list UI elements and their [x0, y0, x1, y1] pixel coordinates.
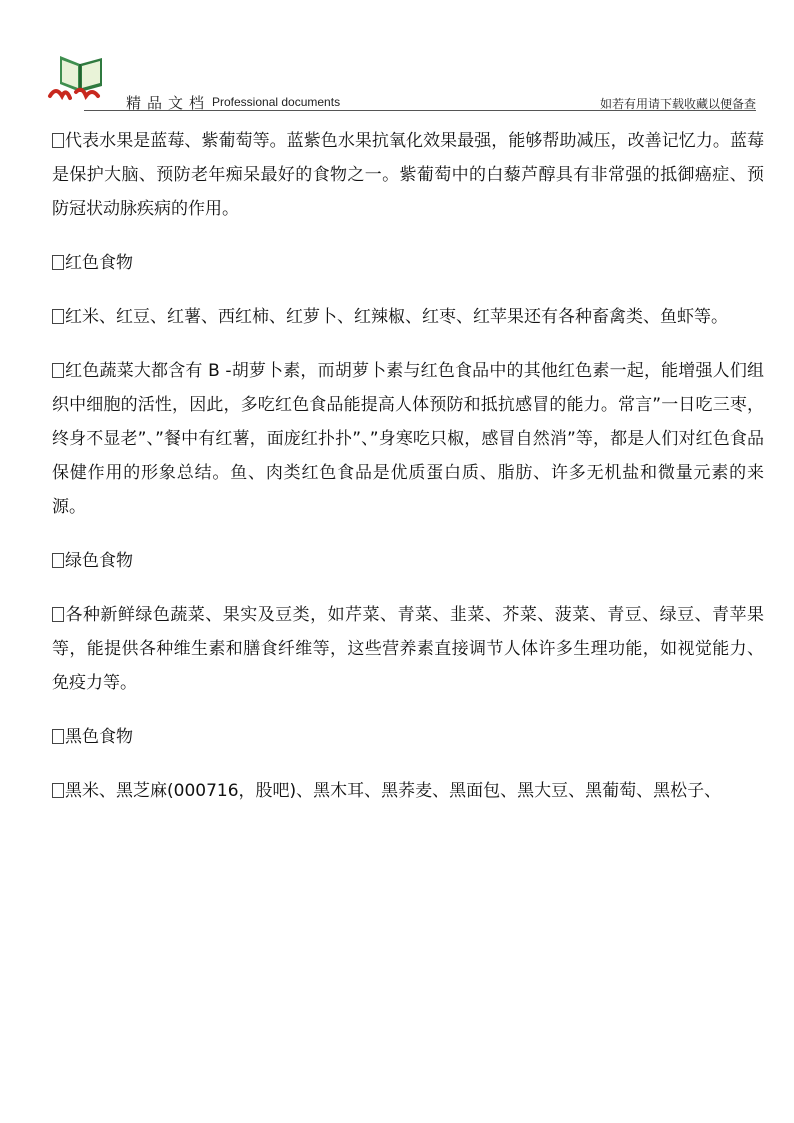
paragraph-red-food-list: 红米、红豆、红薯、西红柿、红萝卜、红辣椒、红枣、红苹果还有各种畜禽类、鱼虾等。 [52, 300, 764, 334]
paragraph-green-food-benefits: 各种新鲜绿色蔬菜、果实及豆类，如芹菜、青菜、韭菜、芥菜、菠菜、青豆、绿豆、青苹果等，能提供各种维生素和膳食纤维等，这些营养素直接调节人体许多生理功能，如视觉能力、免疫力等。 [52, 605, 764, 693]
header-divider [84, 110, 756, 111]
checkbox-glyph-icon [52, 553, 64, 568]
checkbox-glyph-icon [52, 133, 64, 148]
checkbox-glyph-icon [52, 729, 64, 744]
heading-red-foods: 红色食物 [52, 246, 764, 280]
checkbox-glyph-icon [52, 255, 64, 270]
checkbox-glyph-icon [52, 607, 64, 622]
page-header [40, 48, 756, 112]
paragraph-black-food-list: 黑米、黑芝麻(000716，股吧)、黑木耳、黑荞麦、黑面包、黑大豆、黑葡萄、黑松子、 [52, 774, 764, 808]
paragraph-red-food-benefits: 红色蔬菜大都含有 B -胡萝卜素，而胡萝卜素与红色食品中的其他红色素一起，能增强人们组织中细胞的活性，因此，多吃红色食品能提高人体预防和抵抗感冒的能力。常言”一日吃三枣，终身不显老”、”餐中有红薯，面庞红扑扑”、”身寒吃只椒，感冒自然消”等，都是人们对红色食品保健作用的形象总结。鱼、肉类红色食品是优质蛋白质、脂肪、许多无机盐和微量元素的来源。 [52, 361, 764, 517]
header-subtitle: Professional documents [212, 95, 341, 109]
checkbox-glyph-icon [52, 783, 64, 798]
book-logo-icon [46, 52, 110, 108]
document-body [52, 124, 764, 808]
header-note: 如若有用请下载收藏以便备查 [599, 97, 756, 111]
heading-black-foods: 黑色食物 [52, 720, 764, 754]
header-title: 精品文档 [126, 94, 211, 112]
heading-green-foods: 绿色食物 [52, 544, 764, 578]
checkbox-glyph-icon [52, 363, 64, 378]
checkbox-glyph-icon [52, 309, 64, 324]
paragraph-blue-purple-fruits: 代表水果是蓝莓、紫葡萄等。蓝紫色水果抗氧化效果最强，能够帮助减压，改善记忆力。蓝莓是保护大脑、预防老年痴呆最好的食物之一。紫葡萄中的白藜芦醇具有非常强的抵御癌症、预防冠状动脉疾病的作用。 [52, 131, 764, 219]
